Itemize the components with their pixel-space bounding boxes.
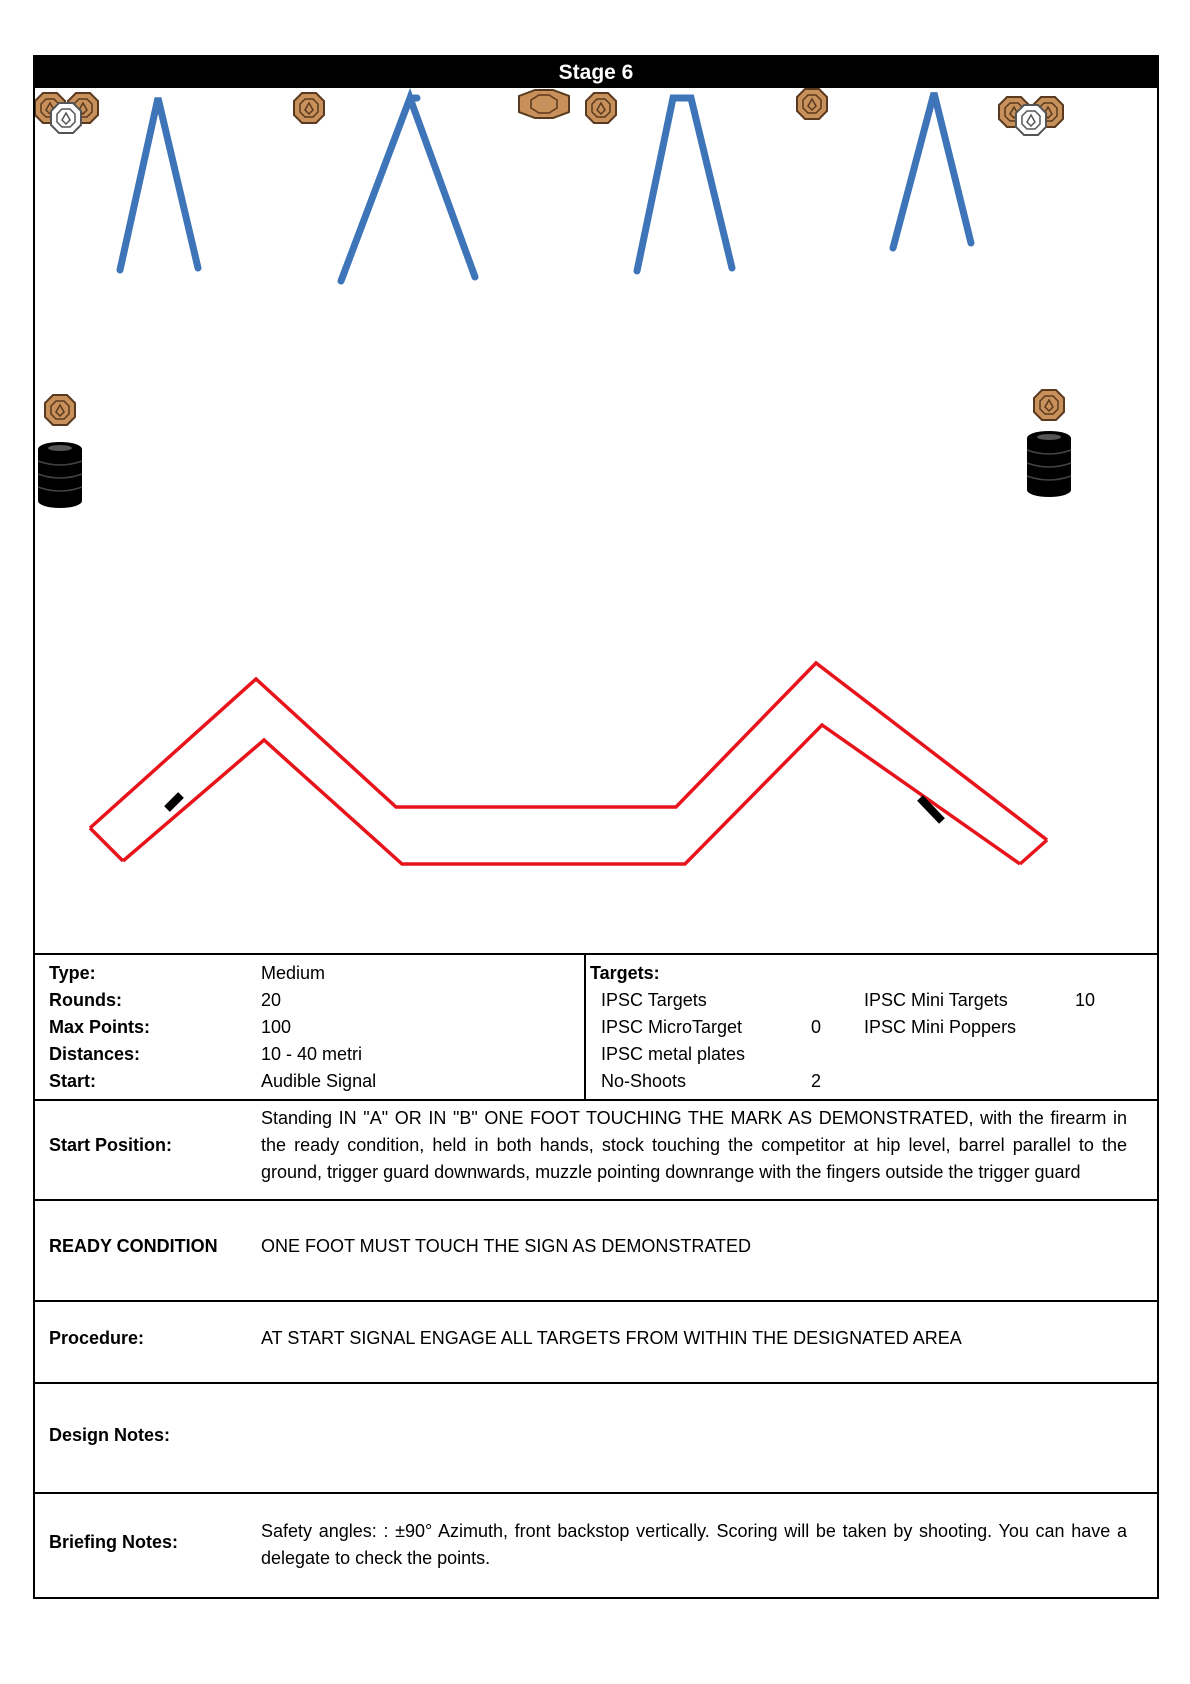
- max-points-label: Max Points:: [49, 1017, 151, 1037]
- distances-label: Distances:: [49, 1044, 141, 1064]
- distances-value: 10 - 40 metri: [261, 1044, 363, 1064]
- stage-sheet: [33, 55, 1159, 1599]
- wall-2: [341, 98, 475, 281]
- stage-diagram: [35, 88, 1157, 953]
- fault-line-inner: [123, 725, 1020, 864]
- fault-line-end-left: [90, 828, 123, 861]
- design-notes-section: [35, 1382, 1157, 1492]
- ipsc-mini-targets-label: IPSC Mini Targets: [864, 990, 1008, 1010]
- fault-line-outer: [90, 663, 1047, 840]
- barrel-stack-right: [1027, 431, 1071, 497]
- ready-condition-label: READY CONDITION: [49, 1236, 218, 1256]
- ipsc-metal-plates-label: IPSC metal plates: [601, 1044, 746, 1064]
- no-shoots-value: 2: [811, 1071, 822, 1091]
- barricade-walls: [120, 93, 971, 281]
- ipsc-mini-target: [586, 93, 616, 123]
- shooting-area-fault-lines: [90, 663, 1047, 864]
- rounds-value: 20: [261, 990, 282, 1010]
- ipsc-mini-target: [45, 395, 75, 425]
- ipsc-microtarget-label: IPSC MicroTarget: [601, 1017, 743, 1037]
- ipsc-mini-target: [294, 93, 324, 123]
- start-value: Audible Signal: [261, 1071, 377, 1091]
- start-mark-a: [167, 795, 181, 809]
- barrel-stack-left: [38, 442, 82, 508]
- briefing-notes-label: Briefing Notes:: [49, 1532, 179, 1552]
- stage-diagram-svg: [35, 88, 1157, 953]
- max-points-value: 100: [261, 1017, 292, 1037]
- ipsc-targets-label: IPSC Targets: [601, 990, 707, 1010]
- ipsc-mini-poppers-label: IPSC Mini Poppers: [864, 1017, 1017, 1037]
- ready-condition-text: ONE FOOT MUST TOUCH THE SIGN AS DEMONSTRATED: [261, 1236, 752, 1256]
- type-value: Medium: [261, 963, 326, 983]
- stage-info-section: [35, 953, 1157, 1099]
- target-group-left: [35, 93, 98, 133]
- start-label: Start:: [49, 1071, 97, 1091]
- target-group-right: [999, 97, 1063, 135]
- targets-heading: Targets:: [590, 963, 660, 983]
- type-label: Type:: [49, 963, 96, 983]
- start-position-label: Start Position:: [49, 1135, 173, 1155]
- ready-condition-section: [35, 1199, 1157, 1300]
- wall-4: [893, 93, 971, 248]
- start-position-section: [35, 1099, 1157, 1199]
- no-shoots-label: No-Shoots: [601, 1071, 687, 1091]
- ipsc-microtarget-value: 0: [811, 1017, 822, 1037]
- wall-3: [637, 98, 732, 271]
- procedure-section: [35, 1300, 1157, 1382]
- rounds-label: Rounds:: [49, 990, 122, 1010]
- ipsc-metal-plate-target: [519, 90, 569, 118]
- briefing-notes-text: Safety angles: : ±90° Azimuth, front backstop vertically. Scoring will be taken by shooting. You can have a delegate to check the points.: [261, 1521, 1127, 1568]
- start-position-text: Standing IN "A" OR IN "B" ONE FOOT TOUCHING THE MARK AS DEMONSTRATED, with the firearm in the ready condition, held in both hands, stock touching the competitor at hip level, barrel parallel to the ground, trigger guard downwards, muzzle pointing downrange with the fingers outside the trigger guard: [261, 1108, 1127, 1182]
- stage-title: Stage 6: [35, 57, 1157, 88]
- ipsc-mini-target: [1034, 390, 1064, 420]
- ipsc-mini-target: [797, 89, 827, 119]
- ipsc-mini-targets-value: 10: [1075, 990, 1096, 1010]
- info-divider: [584, 955, 586, 1099]
- fault-line-end-right: [1020, 840, 1047, 864]
- no-shoot-target: [51, 103, 81, 133]
- no-shoot-target: [1016, 105, 1046, 135]
- wall-1: [120, 98, 198, 270]
- procedure-text: AT START SIGNAL ENGAGE ALL TARGETS FROM WITHIN THE DESIGNATED AREA: [261, 1328, 962, 1348]
- procedure-label: Procedure:: [49, 1328, 145, 1348]
- design-notes-label: Design Notes:: [49, 1425, 171, 1445]
- briefing-notes-section: [35, 1492, 1157, 1599]
